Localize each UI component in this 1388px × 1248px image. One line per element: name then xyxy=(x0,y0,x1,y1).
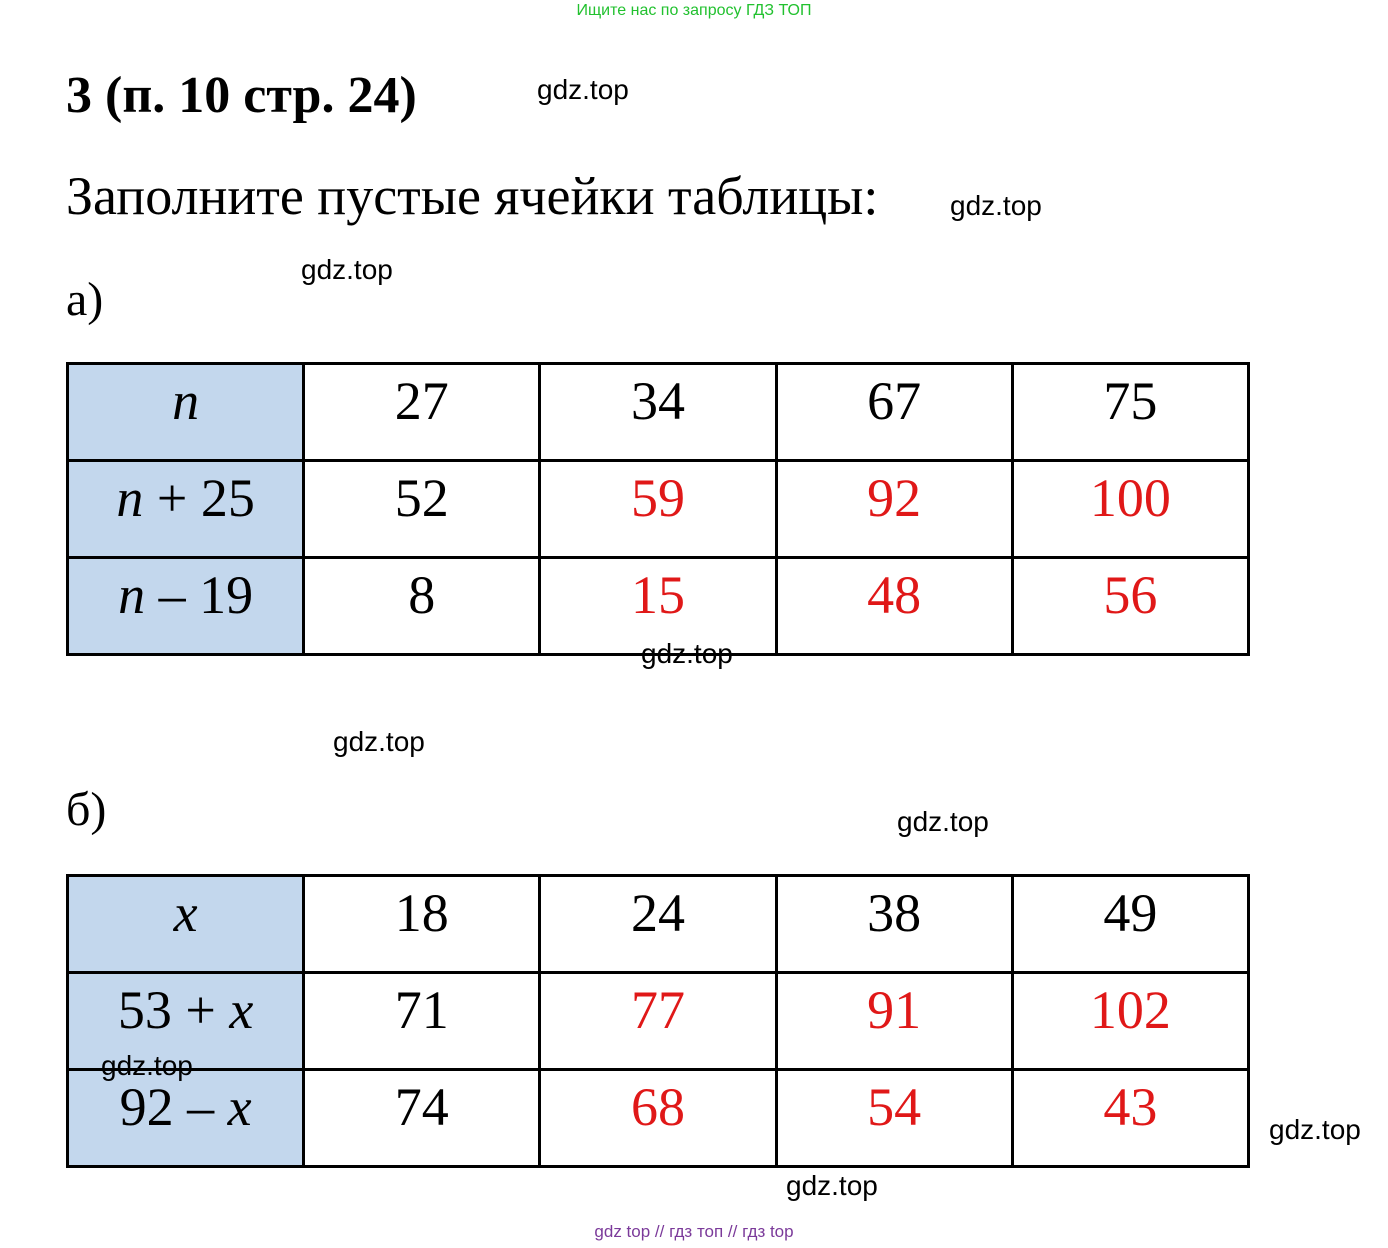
part-b-label: б) xyxy=(66,783,107,836)
watermark: gdz.top xyxy=(950,190,1042,221)
expression-text: – 19 xyxy=(145,565,254,625)
table-row xyxy=(68,461,1249,558)
answer-cell: 54 xyxy=(776,1070,1012,1167)
watermark: gdz.top xyxy=(101,1050,193,1081)
table-row xyxy=(68,1070,1249,1167)
row-expression-cell xyxy=(68,876,304,973)
value-cell: 34 xyxy=(540,364,776,461)
watermark: gdz.top xyxy=(301,254,393,285)
answer-cell: 77 xyxy=(540,973,776,1070)
table-part-a xyxy=(66,362,1250,656)
watermark: gdz.top xyxy=(786,1170,878,1201)
value-cell: 74 xyxy=(304,1070,540,1167)
answer-cell: 59 xyxy=(540,461,776,558)
footer-links[interactable]: gdz top // гдз топ // гдз top xyxy=(594,1222,794,1241)
variable: n xyxy=(116,468,144,528)
row-expression-cell xyxy=(68,364,304,461)
watermark: gdz.top xyxy=(897,806,989,837)
answer-cell: 91 xyxy=(776,973,1012,1070)
part-a-label: а) xyxy=(66,273,104,326)
answer-cell: 68 xyxy=(540,1070,776,1167)
table-row xyxy=(68,973,1249,1070)
expression-text: + 25 xyxy=(143,468,255,528)
row-expression-cell xyxy=(68,558,304,655)
expression-text: 92 – xyxy=(119,1077,228,1137)
watermark: gdz.top xyxy=(641,638,733,669)
answer-cell: 15 xyxy=(540,558,776,655)
variable: x xyxy=(229,980,254,1040)
value-cell: 67 xyxy=(776,364,1012,461)
value-cell: 27 xyxy=(304,364,540,461)
task-text: Заполните пустые ячейки таблицы: xyxy=(66,166,879,226)
answer-cell: 48 xyxy=(776,558,1012,655)
exercise-title: 3 (п. 10 стр. 24) xyxy=(66,67,417,124)
variable: x xyxy=(173,883,198,943)
value-cell: 52 xyxy=(304,461,540,558)
value-cell: 75 xyxy=(1012,364,1248,461)
value-cell: 49 xyxy=(1012,876,1248,973)
top-banner-link[interactable]: Ищите нас по запросу ГДЗ ТОП xyxy=(576,2,812,19)
row-expression-cell xyxy=(68,1070,304,1167)
value-cell: 38 xyxy=(776,876,1012,973)
answer-cell: 102 xyxy=(1012,973,1248,1070)
answer-cell: 92 xyxy=(776,461,1012,558)
variable: n xyxy=(118,565,146,625)
row-expression-cell xyxy=(68,461,304,558)
expression-text: 53 + xyxy=(117,980,230,1040)
value-cell: 24 xyxy=(540,876,776,973)
value-cell: 71 xyxy=(304,973,540,1070)
watermark: gdz.top xyxy=(333,726,425,757)
table-row xyxy=(68,876,1249,973)
answer-cell: 56 xyxy=(1012,558,1248,655)
watermark: gdz.top xyxy=(537,74,629,105)
answer-cell: 100 xyxy=(1012,461,1248,558)
variable: x xyxy=(227,1077,252,1137)
value-cell: 18 xyxy=(304,876,540,973)
table-row xyxy=(68,364,1249,461)
value-cell: 8 xyxy=(304,558,540,655)
table-part-b xyxy=(66,874,1250,1168)
variable: n xyxy=(172,371,200,431)
watermark: gdz.top xyxy=(1269,1114,1361,1145)
answer-cell: 43 xyxy=(1012,1070,1248,1167)
